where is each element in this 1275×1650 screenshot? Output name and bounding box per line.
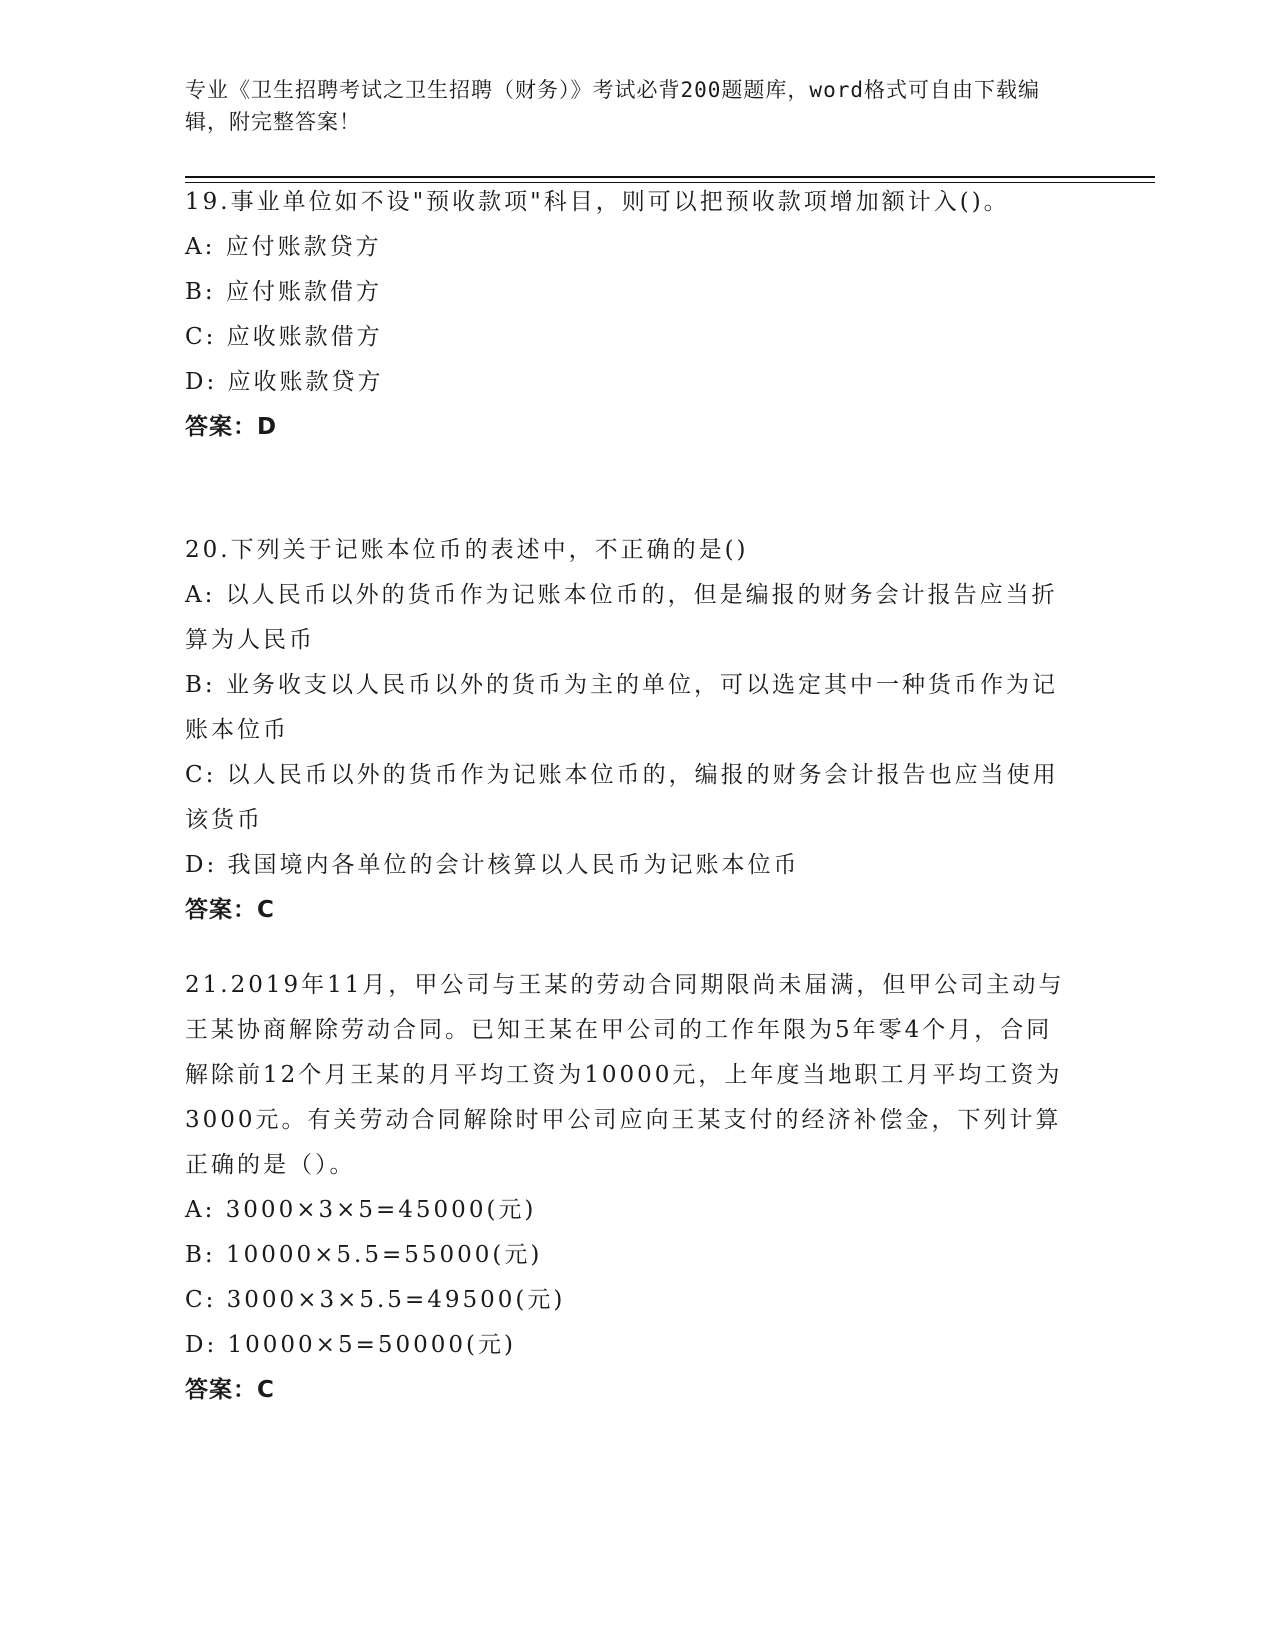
option-c: C: 以人民币以外的货币作为记账本位币的，编报的财务会计报告也应当使用该货币	[185, 762, 1059, 833]
question-stem: 19.事业单位如不设"预收款项"科目，则可以把预收款项增加额计入()。	[185, 189, 1010, 215]
option-d: D: 10000×5=50000(元)	[185, 1332, 516, 1358]
answer-label: 答案：C	[185, 1377, 275, 1403]
option-c: C: 应收账款借方	[185, 324, 383, 350]
question-21	[185, 963, 1065, 1413]
answer-label: 答案：C	[185, 897, 275, 923]
option-d: D: 我国境内各单位的会计核算以人民币为记账本位币	[185, 852, 800, 878]
option-a: A: 3000×3×5=45000(元)	[185, 1197, 537, 1223]
option-a: A: 应付账款贷方	[185, 234, 382, 260]
question-20	[185, 528, 1065, 933]
option-b: B: 10000×5.5=55000(元)	[185, 1242, 543, 1268]
header-divider-thick	[185, 176, 1155, 178]
document-intro: 专业《卫生招聘考试之卫生招聘（财务）》考试必背200题题库，word格式可自由下载编辑，附完整答案！	[185, 78, 1040, 134]
question-19	[185, 180, 1065, 450]
option-b: B: 应付账款借方	[185, 279, 382, 305]
option-b: B: 业务收支以人民币以外的货币为主的单位，可以选定其中一种货币作为记账本位币	[185, 672, 1058, 743]
option-a: A: 以人民币以外的货币作为记账本位币的，但是编报的财务会计报告应当折算为人民币	[185, 582, 1058, 653]
answer-label: 答案：D	[185, 414, 278, 440]
option-d: D: 应收账款贷方	[185, 369, 384, 395]
option-c: C: 3000×3×5.5=49500(元)	[185, 1287, 566, 1313]
question-stem: 20.下列关于记账本位币的表述中，不正确的是()	[185, 537, 749, 563]
question-stem: 21.2019年11月，甲公司与王某的劳动合同期限尚未届满，但甲公司主动与王某协商解除劳动合同。已知王某在甲公司的工作年限为5年零4个月，合同解除前12个月王某的月平均工资为10000元，上年度当地职工月平均工资为3000元。有关劳动合同解除时甲公司应向王某支付的经济补偿金，下列计算正确的是（）。	[185, 972, 1065, 1178]
